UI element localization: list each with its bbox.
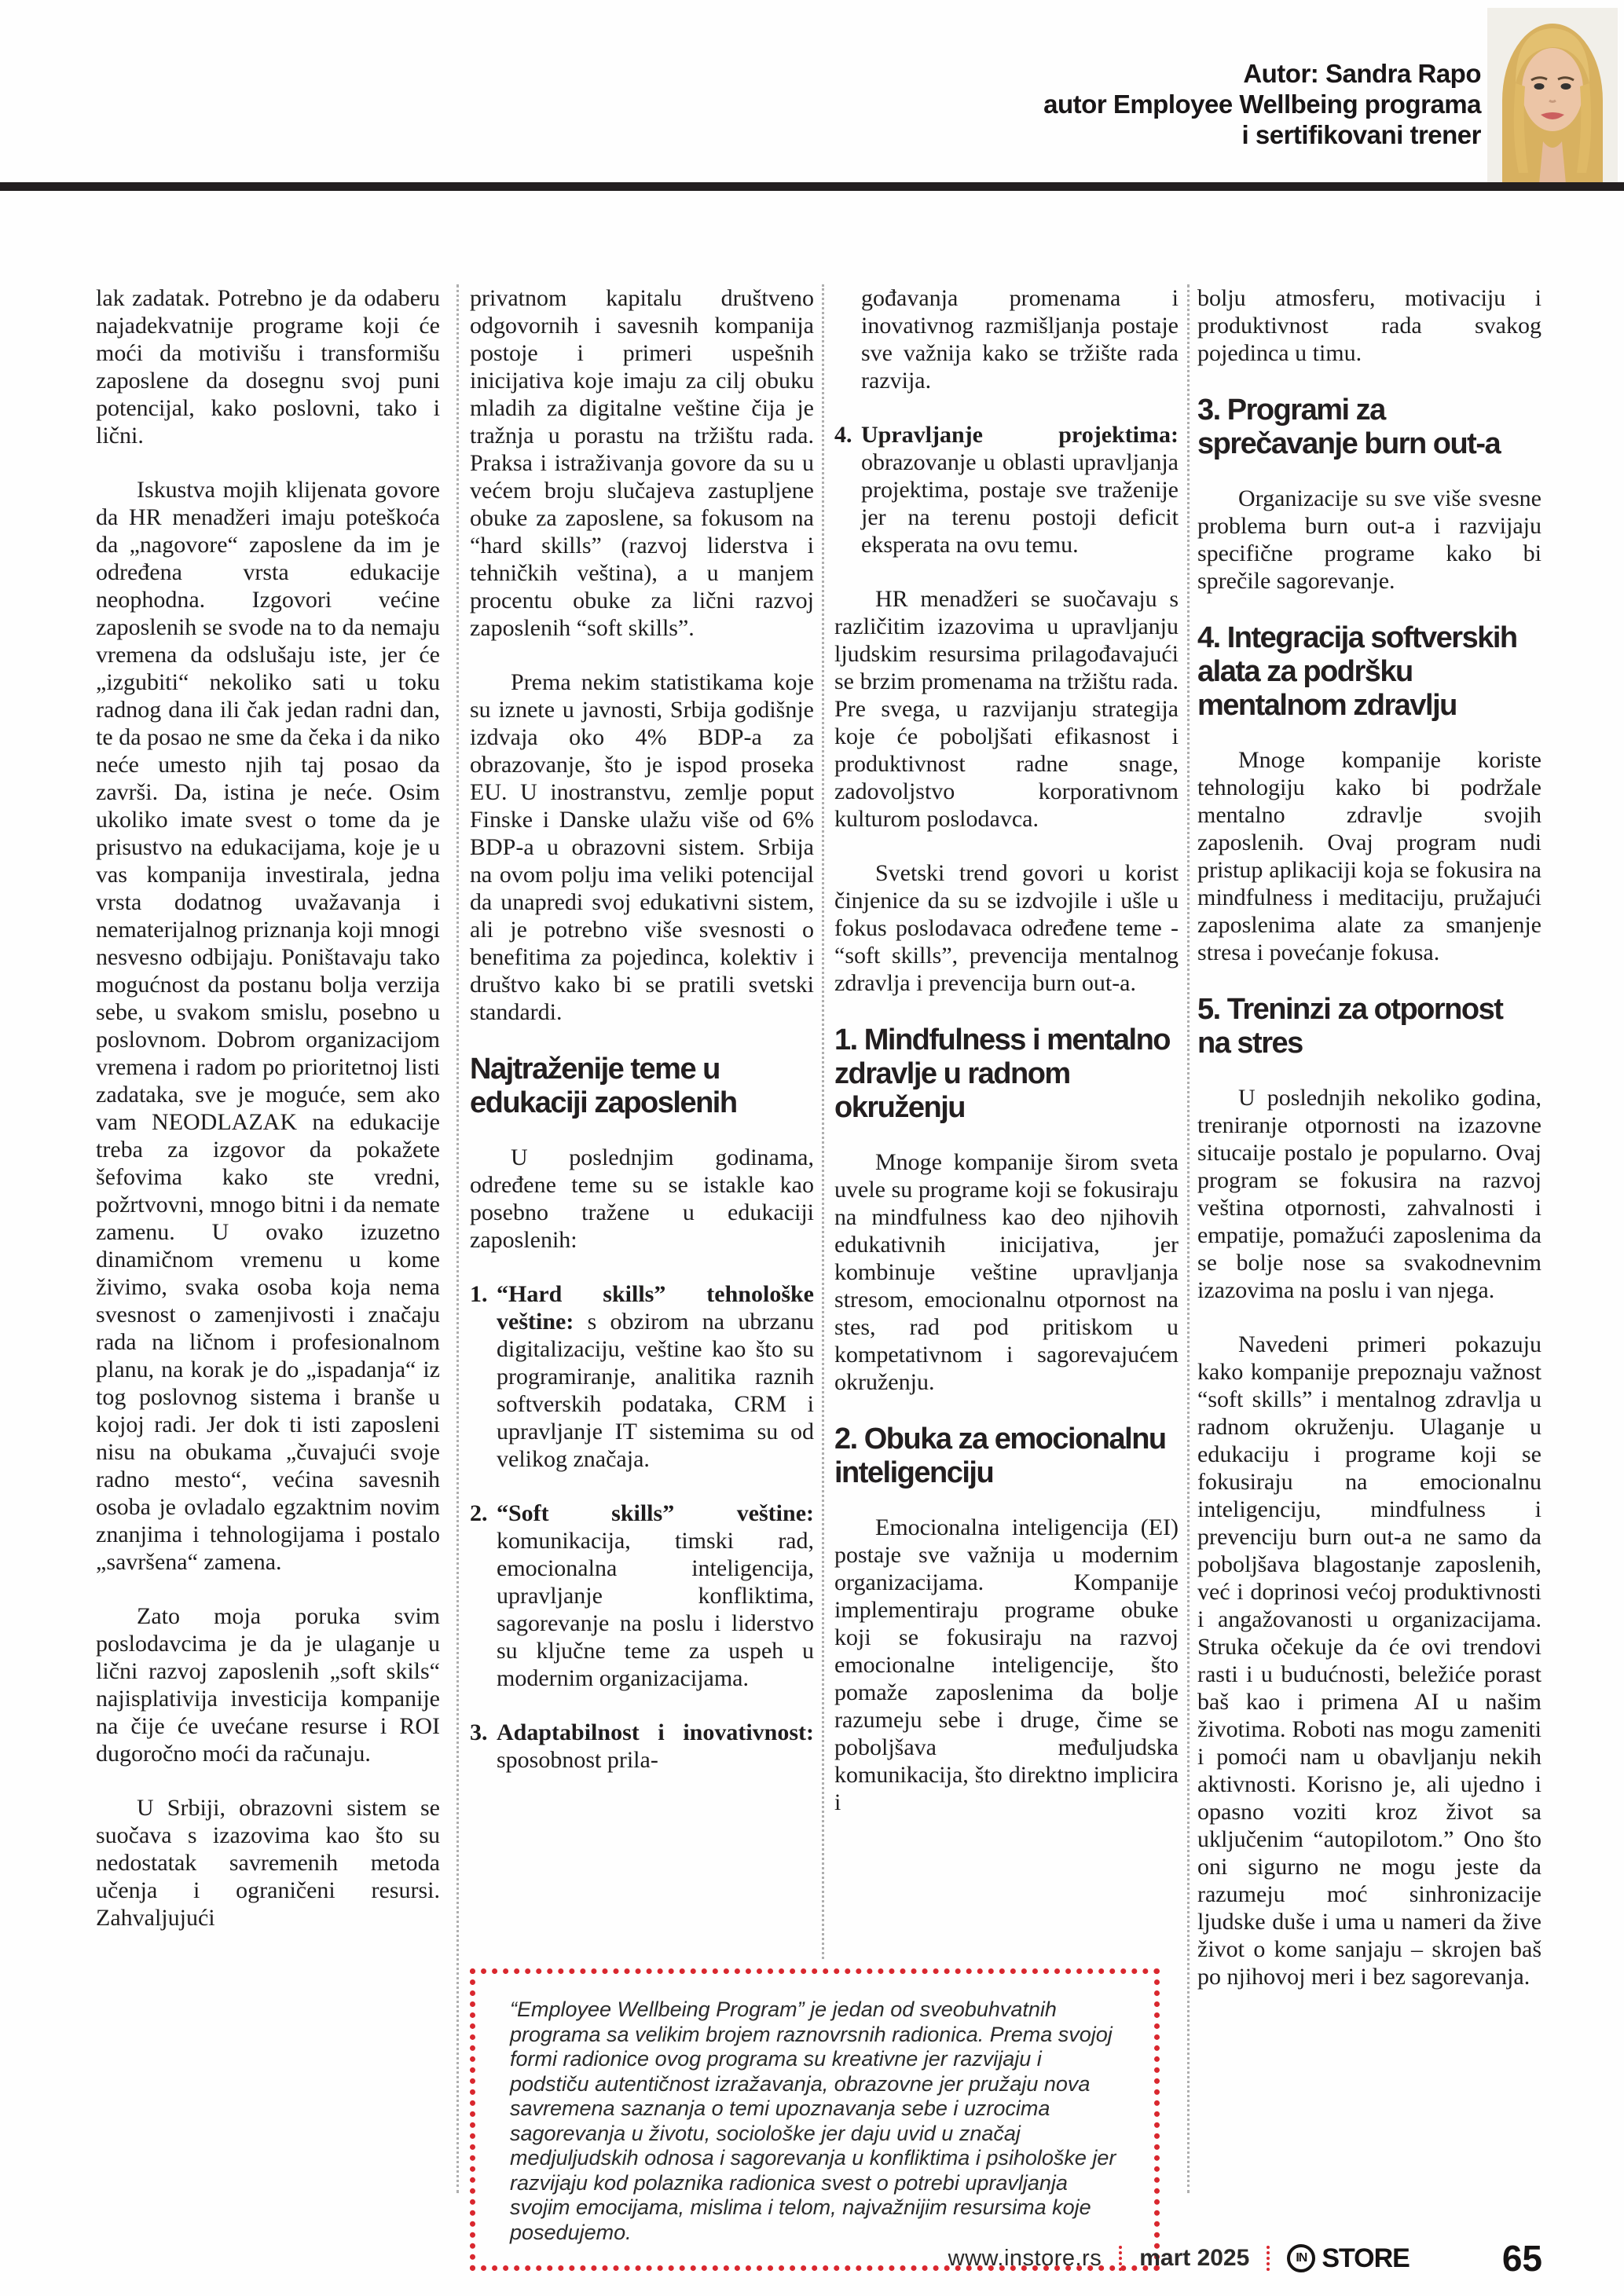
paragraph: Mnoge kompanije koriste tehnologiju kako bi podržale mentalno zdravlje svojih zaposlenih. Ovaj program nudi pristup aplikaciji koja se fokusira na mindfulness i meditaciju, pružajući zaposlenima alate za smanjenje stresa i povećanje fokusa. [1197,747,1542,965]
instore-logo-text: STORE [1322,2243,1410,2273]
text-column-2 [470,284,814,1965]
paragraph: U Srbiji, obrazovni sistem se suočava s izazovima kao što su nedostatak savremenih metoda učenja i ograničeni resursi. Zahvaljujući [96,1795,440,1931]
list-number: 4. [834,422,852,448]
callout-text: “Employee Wellbeing Program” je jedan od sveobuhvatnih programa sa velikim brojem raznovrsnih radionica. Prema svojoj formi radionice ovog programa su kreativne jer razvijaju i podstiču autentičnost izražavanja, obrazovne jer pružaju nova savremena saznanja o temi upoznavanja sebe i uzrocima sagorevanja u životu, sociološke jer daju uvid u značaj medjuljudskih odnosa i sagorevanja u konfliktima i psihološke jer razvijaju kod polaznika radionica svest o potrebi upravljanja svojim emocijama, mislima i telom, najvažnijim resursima koje posedujemo. [510,1998,1116,2244]
portrait-image [1487,8,1618,184]
author-role-line1: autor Employee Wellbeing programa [1043,90,1481,119]
paragraph: privatnom kapitalu društveno odgovornih i savesnih kompanija postoje i primeri uspešnih inicijativa koje imaju za cilj obuku mladih za digitalne veštine čija je tražnja u porastu na tržištu rada. Praksa i istraživanja govore da su u većem broju slučajeva zastupljene obuke za zaposlene, sa fokusom na “hard skills” (razvoj liderstva i tehničkih veština), a u manjem procentu obuke za lični razvoj zaposlenih “soft skills”. [470,285,814,641]
author-role-line2: i sertifikovani trener [1241,120,1481,149]
column-separator [1187,284,1190,2193]
list-item [470,1280,814,1473]
footer-separator-icon [1119,2246,1122,2271]
list-item [834,421,1179,558]
paragraph: U poslednjih nekoliko godina, treniranje otpornosti na izazovne situcaije postalo je popularno. Ovaj program se fokusira na razvoj veština otpornosti, zahvalnosti i empatije, pomažući zaposlenima da se bolje nose sa svakodnevnim izazovima na poslu i van njega. [1197,1085,1542,1303]
list-lead: Adaptabilnost i inovativnost: [497,1719,814,1745]
paragraph: HR menadžeri se suočavaju s različitim izazovima u upravljanju ljudskim resursima prilagođavajući se brzim promenama na tržištu rada. Pre svega, u razvijanju strategija koje će poboljšati efikasnost i produktivnost radne snage, zadovoljstvo korporativnom kulturom poslodavca. [834,586,1179,832]
list-text: komunikacija, timski rad, emocionalna inteligencija, upravljanje konfliktima, sagorevanje na poslu i liderstvo su ključne teme za uspeh u modernim organizacijama. [497,1528,814,1691]
text-column-3 [834,284,1179,1965]
section-heading: 3. Programi za sprečavanje burn out-a [1197,394,1501,460]
footer-separator-icon [1267,2246,1270,2271]
list-text: sposobnost prila- [497,1747,658,1773]
paragraph: Svetski trend govori u korist činjenice da su se izdvojile i ušle u fokus poslodavaca određene teme - “soft skills”, prevencija mentalnog zdravlja i prevencija burn out-a. [834,860,1179,996]
list-lead: “Hard skills” tehnološke veštine: [497,1281,814,1335]
list-item [470,1500,814,1692]
paragraph: Zato moja poruka svim poslodavcima je da je ulaganje u lični razvoj zaposlenih „soft skils“ najisplativija investicija kompanije na čije će uvećane resurse i ROI dugoročno moći da računaju. [96,1603,440,1767]
section-heading: 5. Treninzi za otpornost na stres [1197,993,1503,1060]
paragraph: Navedeni primeri pokazuju kako kompanije prepoznaju važnost “soft skills” i mentalnog zdravlja u radnom okruženju. Ulaganje u edukaciju i programe koji se fokusiraju na emocionalnu inteligenciju, mindfulness i prevenciju burn out-a ne samo da poboljšava blagostanje zaposlenih, već i doprinosi većoj produktivnosti i angažovanosti u organizacijama. Struka očekuje da će ovi trendovi rasti i u budućnosti, beležiće porast baš kao i primena AI u našim životima. Roboti nas mogu zameniti i pomoći nam u obavljanju nekih aktivnosti. Korisno je, ali ujedno i opasno voziti kroz život sa uključenim “autopilotom.” Ono što oni sigurno ne mogu jeste da razumeju moć sinhronizacije ljudske duše i uma u nameri da žive život o kome sanjaju – skrojen baš po njihovoj meri i bez sagorevanja. [1197,1331,1542,1990]
section-heading: 2. Obuka za emocionalnu inteligenciju [834,1423,1166,1489]
footer-issue-date: mart 2025 [1139,2245,1250,2271]
instore-logo-icon: IN [1287,2244,1315,2272]
text-column-1 [96,284,440,2240]
program-callout-box [470,1968,1160,2271]
author-photo [1487,8,1618,184]
column-separator [822,284,824,1959]
paragraph: Prema nekim statistikama koje su iznete u javnosti, Srbija godišnje izdvaja oko 4% BDP-a za obrazovanje, što je ispod proseka EU. U inostranstvu, zemlje poput Finske i Danske ulažu više od 6% BDP-a u obrazovni sistem. Srbija na ovom polju ima veliki potencijal da unapredi svoj edukativni sistem, ali je potrebno više svesnosti o benefitima za pojedinca, kolektiv i društvo kako bi se pratili svetski standardi. [470,669,814,1025]
column-separator [456,284,459,2193]
page-number: 65 [1501,2238,1542,2279]
list-number: 3. [470,1719,488,1745]
footer-website: www.instore.rs [948,2245,1102,2271]
list-lead: “Soft skills” veštine: [497,1500,814,1526]
paragraph: Emocionalna inteligencija (EI) postaje sve važnija u modernim organizacijama. Kompanije implementiraju programe obuke koji se fokusiraju na razvoj emocionalne inteligencije, što pomaže zaposlenima da bolje razumeju sebe i druge, čime se poboljšava međuljudska komunikacija, što direktno implicira i [834,1514,1179,1815]
header-divider [0,182,1624,191]
instore-logo [1287,2243,1410,2274]
list-text: obrazovanje u oblasti upravljanja projektima, postaje sve traženije jer na terenu postoji deficit eksperata na ovu temu. [861,449,1179,558]
page-footer [0,2237,1542,2280]
paragraph: Mnoge kompanije širom sveta uvele su programe koji se fokusiraju na mindfulness kao deo njihovih edukativnih inicijativa, jer kombinuje veštine upravljanja stresom, emocionalnu otpornost na stes, rad pod pritiskom u kompetativnom i sagorevajućem okruženju. [834,1149,1179,1395]
list-item-continuation: gođavanja promenama i inovativnog razmišljanja postaje sve važnija kako se tržište rada razvija. [861,285,1179,394]
list-item [470,1719,814,1774]
paragraph: U poslednjim godinama, određene teme su se istakle kao posebno tražene u edukaciji zaposlenih: [470,1144,814,1253]
list-number: 1. [470,1281,488,1307]
section-heading: 1. Mindfulness i mentalno zdravlje u radnom okruženju [834,1023,1170,1124]
section-heading: Najtraženije teme u edukaciji zaposlenih [470,1053,737,1119]
paragraph: lak zadatak. Potrebno je da odaberu najadekvatnije programe koji će moći da motivišu i transformišu zaposlene da dosegnu svoj puni potencijal, kako poslovni, tako i lični. [96,285,440,449]
paragraph: bolju atmosferu, motivaciju i produktivnost rada svakog pojedinca u timu. [1197,285,1542,366]
text-column-4 [1197,284,1542,2240]
list-text: s obzirom na ubrzanu digitalizaciju, veštine kao što su programiranje, analitika raznih softverskih podataka, CRM i upravljanje IT sistemima su od velikog značaja. [497,1309,814,1472]
list-number: 2. [470,1500,488,1526]
author-credit [1043,58,1481,150]
paragraph: Iskustva mojih klijenata govore da HR menadžeri imaju poteškoća da „nagovore“ zaposlene da im je određena vrsta edukacije neophodna. Izgovori većine zaposlenih se svode na to da nemaju vremena da odslušaju iste, jer će „izgubiti“ nekoliko sati u toku radnog dana ili čak jedan radni dan, te da posao ne sme da čeka i da niko neće umesto njih taj posao da završi. Da, istina je neće. Osim ukoliko imate svest o tome da je prisustvo na edukacijama, koje je u vas kompanija investirala, jedna vrsta dodatnog uvažavanja i nematerijalnog priznanja koji mnogi nesvesno odbijaju. Poništavaju tako mogućnost da postanu bolja verzija sebe, u svakom smislu, posebno u poslovnom. Dobrom organizacijom vremena i radom po prioritetnoj listi zadataka, sve je moguće, sem ako vam NEODLAZAK na edukacije treba za izgovor da pokažete šefovima kako ste vredni, požrtvovni, mnogo bitni i da nemate zamenu. U ovako izuzetno dinamičnom vremenu u kome živimo, svaka osoba koja nema svesnost o zamenjivosti i značaju rada na ličnom i profesionalnom planu, na korak je do „ispadanja“ iz tog poslovnog sistema i branše u kojoj radi. Jer dok ti isti zaposleni nisu na obukama „čuvajući svoje radno mesto“, većina savesnih osoba je ovladalo egzaktnim novim znanjima i tehnologijama i postalo „savršena“ zamena. [96,477,440,1575]
author-name: Autor: Sandra Rapo [1243,59,1481,88]
list-lead: Upravljanje projektima: [861,422,1179,448]
paragraph: Organizacije su sve više svesne problema burn out-a i razvijaju specifične programe kako bi sprečile sagorevanje. [1197,485,1542,594]
section-heading: 4. Integracija softverskih alata za podršku mentalnom zdravlju [1197,621,1517,722]
